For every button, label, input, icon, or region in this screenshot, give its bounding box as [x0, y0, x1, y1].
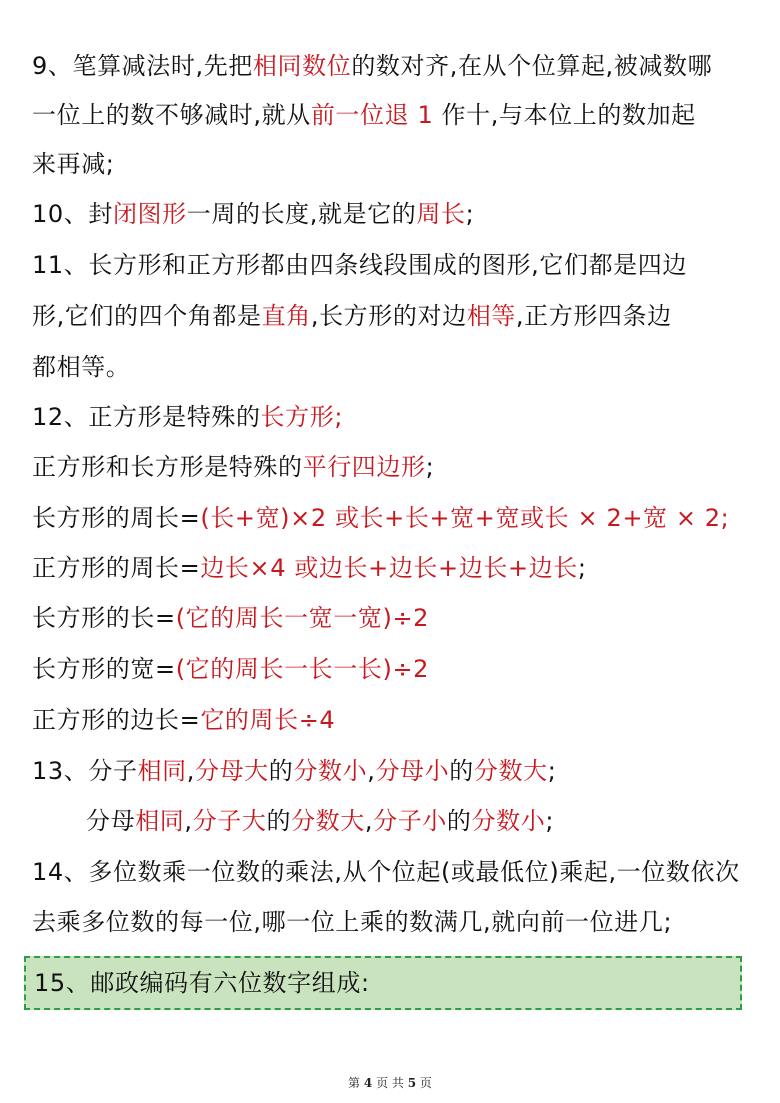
item-11-line-2: [32, 301, 672, 331]
page-footer: [0, 1074, 780, 1091]
text: 的: [446, 807, 472, 835]
highlight-text: (它的周长一长一长)÷2: [175, 655, 430, 683]
text: 长方形的宽=: [32, 655, 176, 683]
text: ,: [186, 757, 195, 785]
highlight-text: 前一位退 1: [310, 101, 434, 129]
text: 13、分子: [32, 757, 138, 785]
highlight-text: 分母大: [194, 757, 269, 785]
text: 10、封: [32, 200, 113, 228]
highlight-text: 分数小: [471, 807, 546, 835]
formula-square-perimeter: [32, 553, 587, 583]
highlight-text: 分子大: [192, 807, 267, 835]
text: ;: [425, 453, 435, 481]
highlight-text: 周长: [416, 200, 466, 228]
footer-text: 第: [348, 1076, 361, 1090]
text: 的: [266, 807, 292, 835]
item-15-line-1: [34, 968, 370, 998]
text: 12、正方形是特殊的: [32, 403, 261, 431]
highlight-text: 分数大: [291, 807, 365, 835]
highlight-text: 分数小: [293, 757, 368, 785]
item-10-line-1: [32, 199, 474, 229]
text: ,正方形四条边: [515, 302, 672, 330]
formula-rectangle-perimeter: [32, 503, 729, 533]
text: 11、长方形和正方形都由四条线段围成的图形,它们都是四边: [32, 251, 687, 279]
text: 长方形的周长=: [32, 504, 201, 532]
item-14-line-1: [32, 857, 740, 887]
text: 都相等。: [32, 353, 131, 381]
text: 正方形的边长=: [32, 706, 201, 734]
text: 去乘多位数的每一位,哪一位上乘的数满几,就向前一位进几;: [32, 908, 673, 936]
highlight-text: (长+宽)×2 或长+长+宽+宽或长 × 2+宽 × 2;: [200, 504, 730, 532]
highlight-text: 平行四边形: [302, 453, 426, 481]
text: 的数对齐,在从个位算起,被减数哪: [351, 52, 713, 80]
highlight-box: [24, 956, 742, 1010]
highlight-text: 相等: [466, 302, 516, 330]
item-13-line-2: [86, 806, 554, 836]
text: ,: [184, 807, 193, 835]
text: 的: [449, 757, 474, 785]
highlight-text: 长方形;: [260, 403, 344, 431]
highlight-text: 分子小: [373, 807, 447, 835]
text: ,: [367, 757, 376, 785]
text: 的: [268, 757, 294, 785]
highlight-text: 相同: [137, 757, 187, 785]
item-9-line-2: [32, 100, 696, 130]
text: 15、邮政编码有六位数字组成:: [34, 969, 370, 997]
text: 作十,与本位上的数加起: [433, 101, 696, 129]
formula-rectangle-length: [32, 603, 429, 633]
text: 一位上的数不够减时,就从: [32, 101, 311, 129]
item-9-line-3: [32, 149, 115, 179]
highlight-text: 相同数位: [252, 52, 352, 80]
text: 来再减;: [32, 150, 115, 178]
highlight-text: (它的周长一宽一宽)÷2: [175, 604, 430, 632]
formula-square-side: [32, 705, 335, 735]
text: ;: [577, 554, 587, 582]
footer-text: 页: [419, 1076, 432, 1090]
item-11-line-3: [32, 352, 130, 382]
item-12-line-2: [32, 452, 434, 482]
text: 正方形的周长=: [32, 554, 201, 582]
text: 正方形和长方形是特殊的: [32, 453, 303, 481]
text: 14、多位数乘一位数的乘法,从个位起(或最低位)乘起,一位数依次: [32, 858, 740, 886]
text: 9、笔算减法时,先把: [32, 52, 253, 80]
text: ;: [465, 200, 475, 228]
text: 一周的长度,就是它的: [186, 200, 417, 228]
current-page-number: 4: [363, 1076, 373, 1090]
highlight-text: 边长×4 或边长+边长+边长+边长: [200, 554, 578, 582]
highlight-text: 闭图形: [112, 200, 187, 228]
item-13-line-1: [32, 756, 556, 786]
highlight-text: 分母小: [375, 757, 450, 785]
highlight-text: 直角: [261, 302, 311, 330]
text: ;: [545, 807, 555, 835]
highlight-text: 分数大: [473, 757, 548, 785]
item-11-line-1: [32, 250, 687, 280]
item-9-line-1: [32, 51, 712, 81]
formula-rectangle-width: [32, 654, 429, 684]
total-pages-number: 5: [407, 1076, 417, 1090]
text: ,: [364, 807, 374, 835]
text: ,长方形的对边: [310, 302, 467, 330]
text: 分母: [86, 807, 136, 835]
footer-text: 页 共: [376, 1076, 404, 1090]
highlight-text: 相同: [135, 807, 185, 835]
text: 形,它们的四个角都是: [32, 302, 262, 330]
item-14-line-2: [32, 907, 672, 937]
highlight-text: 它的周长÷4: [200, 706, 336, 734]
text: 长方形的长=: [32, 604, 176, 632]
text: ;: [547, 757, 557, 785]
item-12-line-1: [32, 402, 343, 432]
